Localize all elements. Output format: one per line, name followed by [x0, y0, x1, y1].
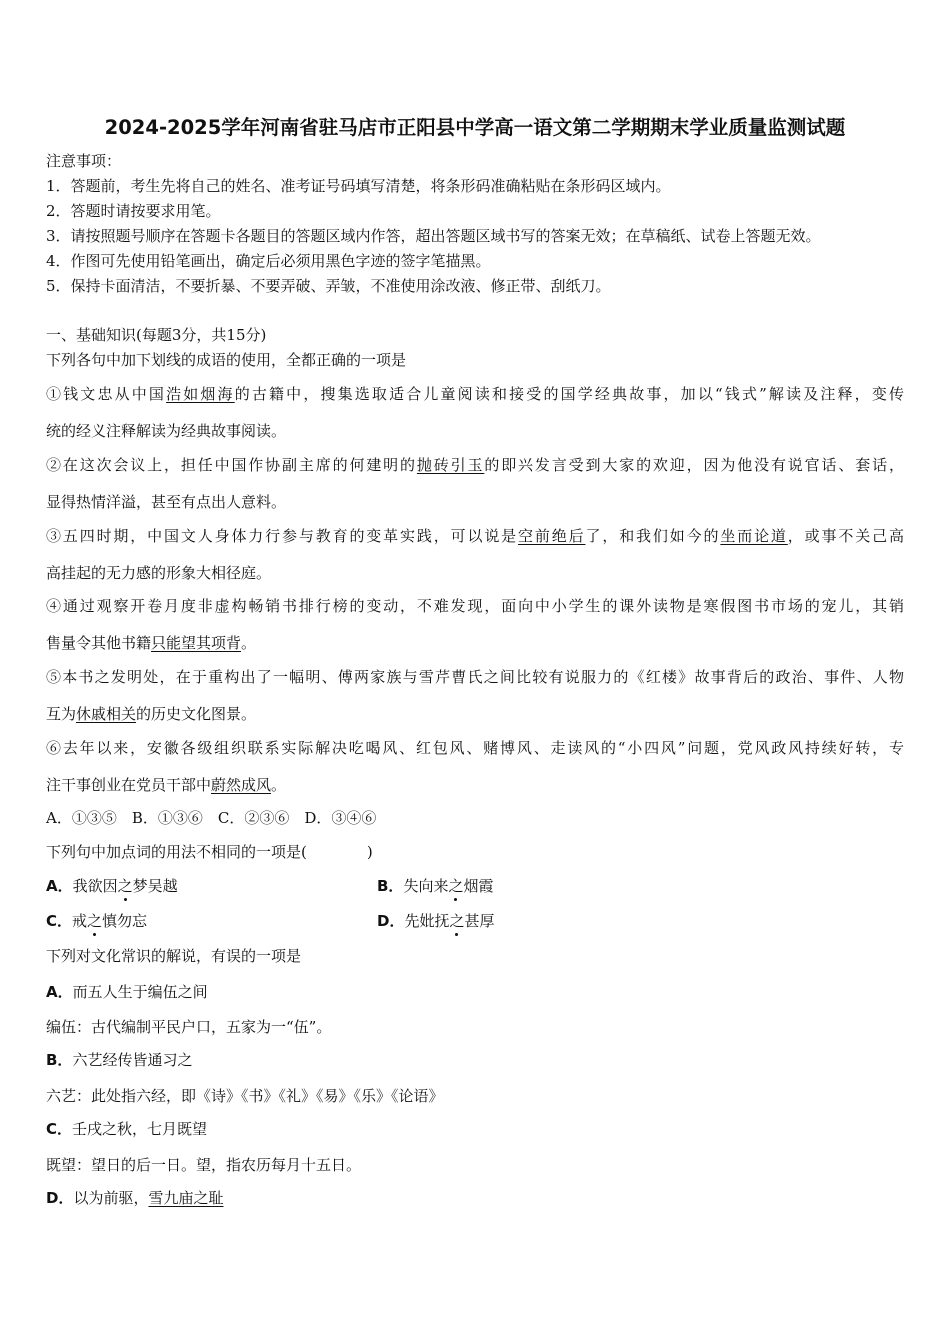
section-heading: 一、基础知识(每题3分，共15分): [46, 326, 267, 344]
q2-option-a: A．我欲因之梦吴越: [46, 877, 178, 895]
q3-option-b: B．六艺经传皆通习之: [46, 1051, 193, 1069]
underlined-idiom: 浩如烟海: [166, 385, 235, 403]
q1-options: A．①③⑤ B．①③⑥ C．②③⑥ D．③④⑥: [46, 809, 377, 827]
q1-sentence-3-line-1: ③五四时期，中国文人身体力行参与教育的变革实践，可以说是空前绝后了，和我们如今的坐而论道，或事不关己高: [46, 527, 904, 545]
q1-sentence-4-line-2: 售量令其他书籍只能望其项背。: [46, 634, 257, 652]
notice-heading: 注意事项：: [46, 152, 122, 170]
notice-item-1: 1．答题前，考生先将自己的姓名、准考证号码填写清楚，将条形码准确粘贴在条形码区域内。: [46, 177, 671, 195]
q3-option-c-note: 既望：望日的后一日。望，指农历每月十五日。: [46, 1156, 362, 1174]
dotted-word: 之: [117, 877, 133, 895]
underlined-phrase: 雪九庙之耻: [148, 1189, 224, 1207]
q1-sentence-6-line-1: ⑥去年以来，安徽各级组织联系实际解决吃喝风、红包风、赌博风、走读风的“小四风”问题，党风政风持续好转，专: [46, 739, 904, 757]
q2-option-b: B．失向来之烟霞: [377, 877, 494, 895]
q1-sentence-5-line-2: 互为休戚相关的历史文化图景。: [46, 705, 257, 723]
underlined-idiom: 空前绝后: [518, 527, 586, 545]
underlined-idiom: 休戚相关: [76, 705, 137, 723]
q3-option-c: C．壬戌之秋，七月既望: [46, 1120, 208, 1138]
q3-option-b-note: 六艺：此处指六经，即《诗》《书》《礼》《易》《乐》《论语》: [46, 1087, 444, 1105]
q2-option-c: C．戒之慎勿忘: [46, 912, 148, 930]
q3-option-a-note: 编伍：古代编制平民户口，五家为一“伍”。: [46, 1018, 332, 1036]
q1-sentence-2-line-2: 显得热情洋溢，甚至有点出人意料。: [46, 493, 287, 511]
q1-sentence-4-line-1: ④通过观察开卷月度非虚构畅销书排行榜的变动，不难发现，面向中小学生的课外读物是寒假图书市场的宠儿，其销: [46, 597, 904, 615]
q3-option-d: D．以为前驱，雪九庙之耻: [46, 1189, 224, 1207]
q1-sentence-5-line-1: ⑤本书之发明处，在于重构出了一幅明、傅两家族与雪芹曹氏之间比较有说服力的《红楼》故事背后的政治、事件、人物: [46, 668, 904, 686]
underlined-idiom: 只能望其项背: [151, 634, 242, 652]
exam-title: 2024-2025学年河南省驻马店市正阳县中学高一语文第二学期期末学业质量监测试题: [104, 116, 846, 139]
notice-item-2: 2．答题时请按要求用笔。: [46, 202, 221, 220]
q1-sentence-1-line-2: 统的经义注释解读为经典故事阅读。: [46, 422, 287, 440]
q2-stem: 下列句中加点词的用法不相同的一项是( ): [46, 843, 373, 861]
q2-option-d: D．先妣抚之甚厚: [377, 912, 495, 930]
notice-item-4: 4．作图可先使用铅笔画出，确定后必须用黑色字迹的签字笔描黑。: [46, 252, 491, 270]
underlined-idiom: 蔚然成风: [211, 776, 272, 794]
dotted-word: 之: [449, 912, 465, 930]
q1-sentence-6-line-2: 注干事创业在党员干部中蔚然成风。: [46, 776, 287, 794]
dotted-word: 之: [448, 877, 464, 895]
notice-item-3: 3．请按照题号顺序在答题卡各题目的答题区域内作答，超出答题区域书写的答案无效；在草稿纸、试卷上答题无效。: [46, 227, 821, 245]
q1-sentence-1-line-1: ①钱文忠从中国浩如烟海的古籍中，搜集选取适合儿童阅读和接受的国学经典故事，加以“钱式”解读及注释，变传: [46, 385, 904, 403]
q3-stem: 下列对文化常识的解说，有误的一项是: [46, 947, 302, 965]
q1-stem: 下列各句中加下划线的成语的使用，全都正确的一项是: [46, 351, 407, 369]
q1-sentence-2-line-1: ②在这次会议上，担任中国作协副主席的何建明的抛砖引玉的即兴发言受到大家的欢迎，因为他没有说官话、套话，: [46, 456, 904, 474]
dotted-word: 之: [87, 912, 103, 930]
q3-option-a: A．而五人生于编伍之间: [46, 983, 208, 1001]
q1-sentence-3-line-2: 高挂起的无力感的形象大相径庭。: [46, 564, 272, 582]
underlined-idiom: 坐而论道: [720, 527, 788, 545]
underlined-idiom: 抛砖引玉: [416, 456, 485, 474]
notice-item-5: 5．保持卡面清洁，不要折暴、不要弄破、弄皱，不准使用涂改液、修正带、刮纸刀。: [46, 277, 611, 295]
